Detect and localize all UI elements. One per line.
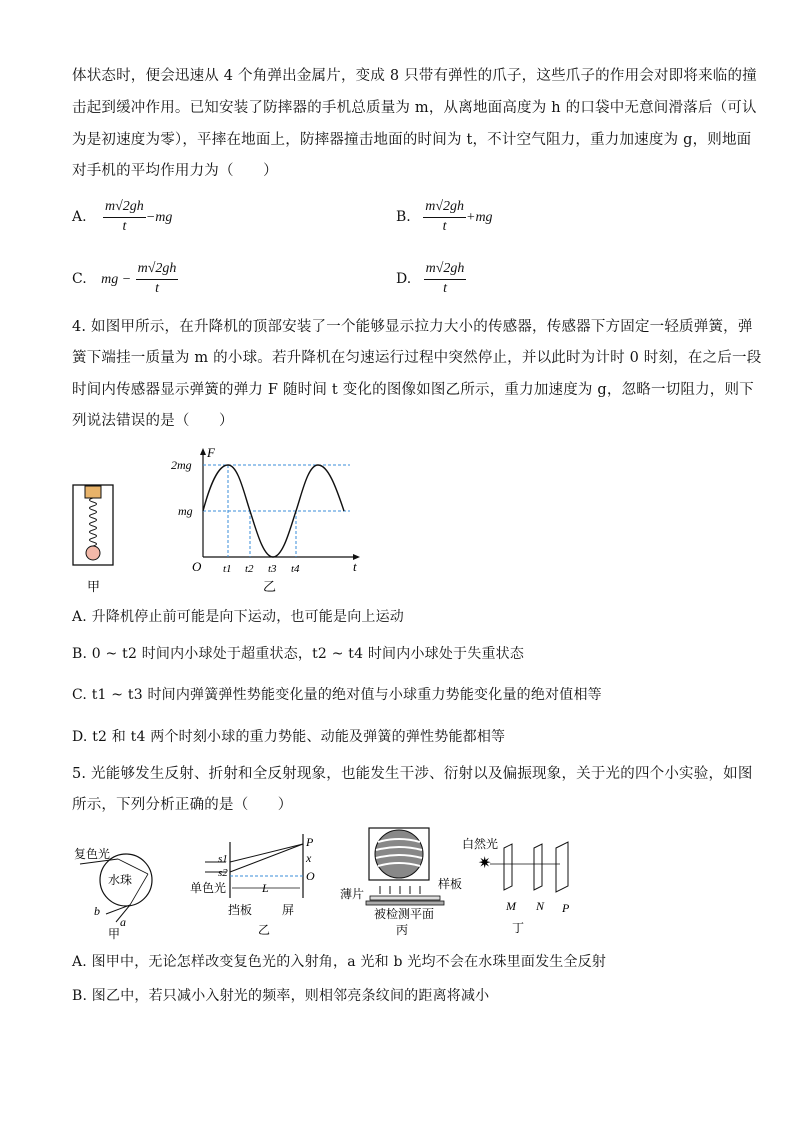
water-droplet-diagram (74, 846, 152, 941)
svg-text:t4: t4 (291, 563, 300, 575)
label-jia: 甲 (87, 579, 101, 594)
q5-text-line-1: 5. 光能够发生反射、折射和全反射现象，也能发生干涉、衍射以及偏振现象，关于光的四个小实验，如图 (72, 766, 753, 782)
q4-option-c[interactable]: C. t1 ~ t3 时间内弹簧弹性势能变化量的绝对值与小球重力势能变化量的绝对值相等 (72, 687, 602, 703)
label-yi: 乙 (263, 579, 277, 594)
q4-option-a[interactable]: A. 升降机停止前可能是向下运动，也可能是向上运动 (72, 609, 405, 625)
q3-option-a[interactable]: A. $\frac{m√2gh}{t}$ −mg (72, 199, 173, 234)
polarizer-diagram (462, 836, 570, 935)
svg-text:乙: 乙 (258, 923, 271, 937)
q4-option-b[interactable]: B. 0 ~ t2 时间内小球处于超重状态，t2 ~ t4 时间内小球处于失重状态 (72, 646, 525, 662)
fraction: $\frac{m√2gh}{t}$ (425, 199, 464, 234)
svg-text:t3: t3 (268, 563, 277, 575)
spring-elevator-diagram (73, 485, 113, 594)
svg-text:b: b (94, 904, 100, 918)
svg-text:s1: s1 (218, 853, 228, 865)
svg-text:M: M (506, 899, 516, 913)
fraction: $\frac{m√2gh}{t}$ (137, 261, 177, 296)
q4-text-line-4: 列说法错误的是（ ） (72, 413, 234, 429)
svg-text:x: x (306, 851, 312, 865)
q4-option-d[interactable]: D. t2 和 t4 两个时刻小球的重力势能、动能及弹簧的弹性势能都相等 (72, 729, 506, 745)
svg-text:s2: s2 (218, 867, 228, 879)
svg-text:白然光: 白然光 (462, 837, 499, 851)
svg-text:被检测平面: 被检测平面 (374, 907, 435, 921)
q5-option-b[interactable]: B. 图乙中，若只减小入射光的频率，则相邻亮条纹间的距离将减小 (72, 988, 490, 1004)
q5-option-a[interactable]: A. 图甲中，无论怎样改变复色光的入射角，a 光和 b 光均不会在水珠里面发生全反射 (72, 954, 607, 970)
q4-text-line-1: 4. 如图甲所示，在升降机的顶部安装了一个能够显示拉力大小的传感器，传感器下方固定一轻质弹簧，弹 (72, 319, 753, 335)
svg-text:丁: 丁 (512, 921, 525, 935)
force-time-graph (171, 445, 360, 594)
fraction: $\frac{m√2gh}{t}$ (425, 261, 465, 296)
svg-text:O: O (192, 559, 202, 574)
svg-text:a: a (120, 915, 126, 929)
svg-text:P: P (562, 901, 570, 915)
q3-option-b[interactable]: B. $\frac{m√2gh}{t}$ +mg (396, 199, 493, 234)
svg-text:薄片: 薄片 (340, 887, 365, 901)
q3-option-d[interactable]: D. $\frac{m√2gh}{t}$ (396, 261, 465, 296)
q3-text-line-1: 体状态时，便会迅速从 4 个角弹出金属片，变成 8 只带有弹性的爪子，这些爪子的作用会对即将来临的撞 (72, 68, 757, 84)
svg-text:t2: t2 (245, 563, 254, 575)
svg-text:mg: mg (178, 504, 193, 518)
double-slit-diagram (190, 834, 315, 937)
q4-figures (60, 445, 370, 600)
svg-text:L: L (262, 881, 269, 895)
svg-text:N: N (536, 899, 545, 913)
q5-figures (60, 826, 600, 942)
svg-text:O: O (306, 869, 315, 883)
thin-film-diagram (340, 828, 462, 937)
svg-text:单色光: 单色光 (190, 881, 227, 895)
q4-text-line-3: 时间内传感器显示弹簧的弹力 F 随时间 t 变化的图像如图乙所示，重力加速度为 g，忽略一切阻力，则下 (72, 382, 754, 398)
q3-text-line-2: 击起到缓冲作用。已知安装了防摔器的手机总质量为 m，从离地面高度为 h 的口袋中无意间滑落后（可认 (72, 100, 757, 116)
q3-text-line-3: 为是初速度为零），平摔在地面上，防摔器撞击地面的时间为 t，不计空气阻力，重力加速度为 g，则地面 (72, 132, 752, 148)
svg-text:水珠: 水珠 (108, 873, 133, 887)
svg-text:F: F (207, 445, 215, 460)
svg-text:甲: 甲 (108, 927, 121, 941)
q4-text-line-2: 簧下端挂一质量为 m 的小球。若升降机在匀速运行过程中突然停止，并以此时为计时 0 时刻，在之后一段 (72, 350, 762, 366)
svg-text:2mg: 2mg (171, 458, 192, 472)
svg-text:t1: t1 (223, 563, 232, 575)
fraction: $\frac{m√2gh}{t}$ (105, 199, 144, 234)
svg-text:P: P (306, 835, 314, 849)
svg-text:复色光: 复色光 (74, 847, 111, 861)
q3-text-line-4: 对手机的平均作用力为（ ） (72, 163, 278, 179)
svg-text:屏: 屏 (282, 903, 295, 917)
svg-text:丙: 丙 (396, 923, 409, 937)
q5-text-line-2: 所示，下列分析正确的是（ ） (72, 797, 293, 813)
svg-text:挡板: 挡板 (228, 903, 253, 917)
q3-option-c[interactable]: C. mg − $\frac{m√2gh}{t}$ (72, 261, 177, 296)
svg-text:t: t (353, 559, 357, 574)
light-source-icon: ✷ (478, 855, 492, 872)
svg-text:样板: 样板 (438, 877, 463, 891)
